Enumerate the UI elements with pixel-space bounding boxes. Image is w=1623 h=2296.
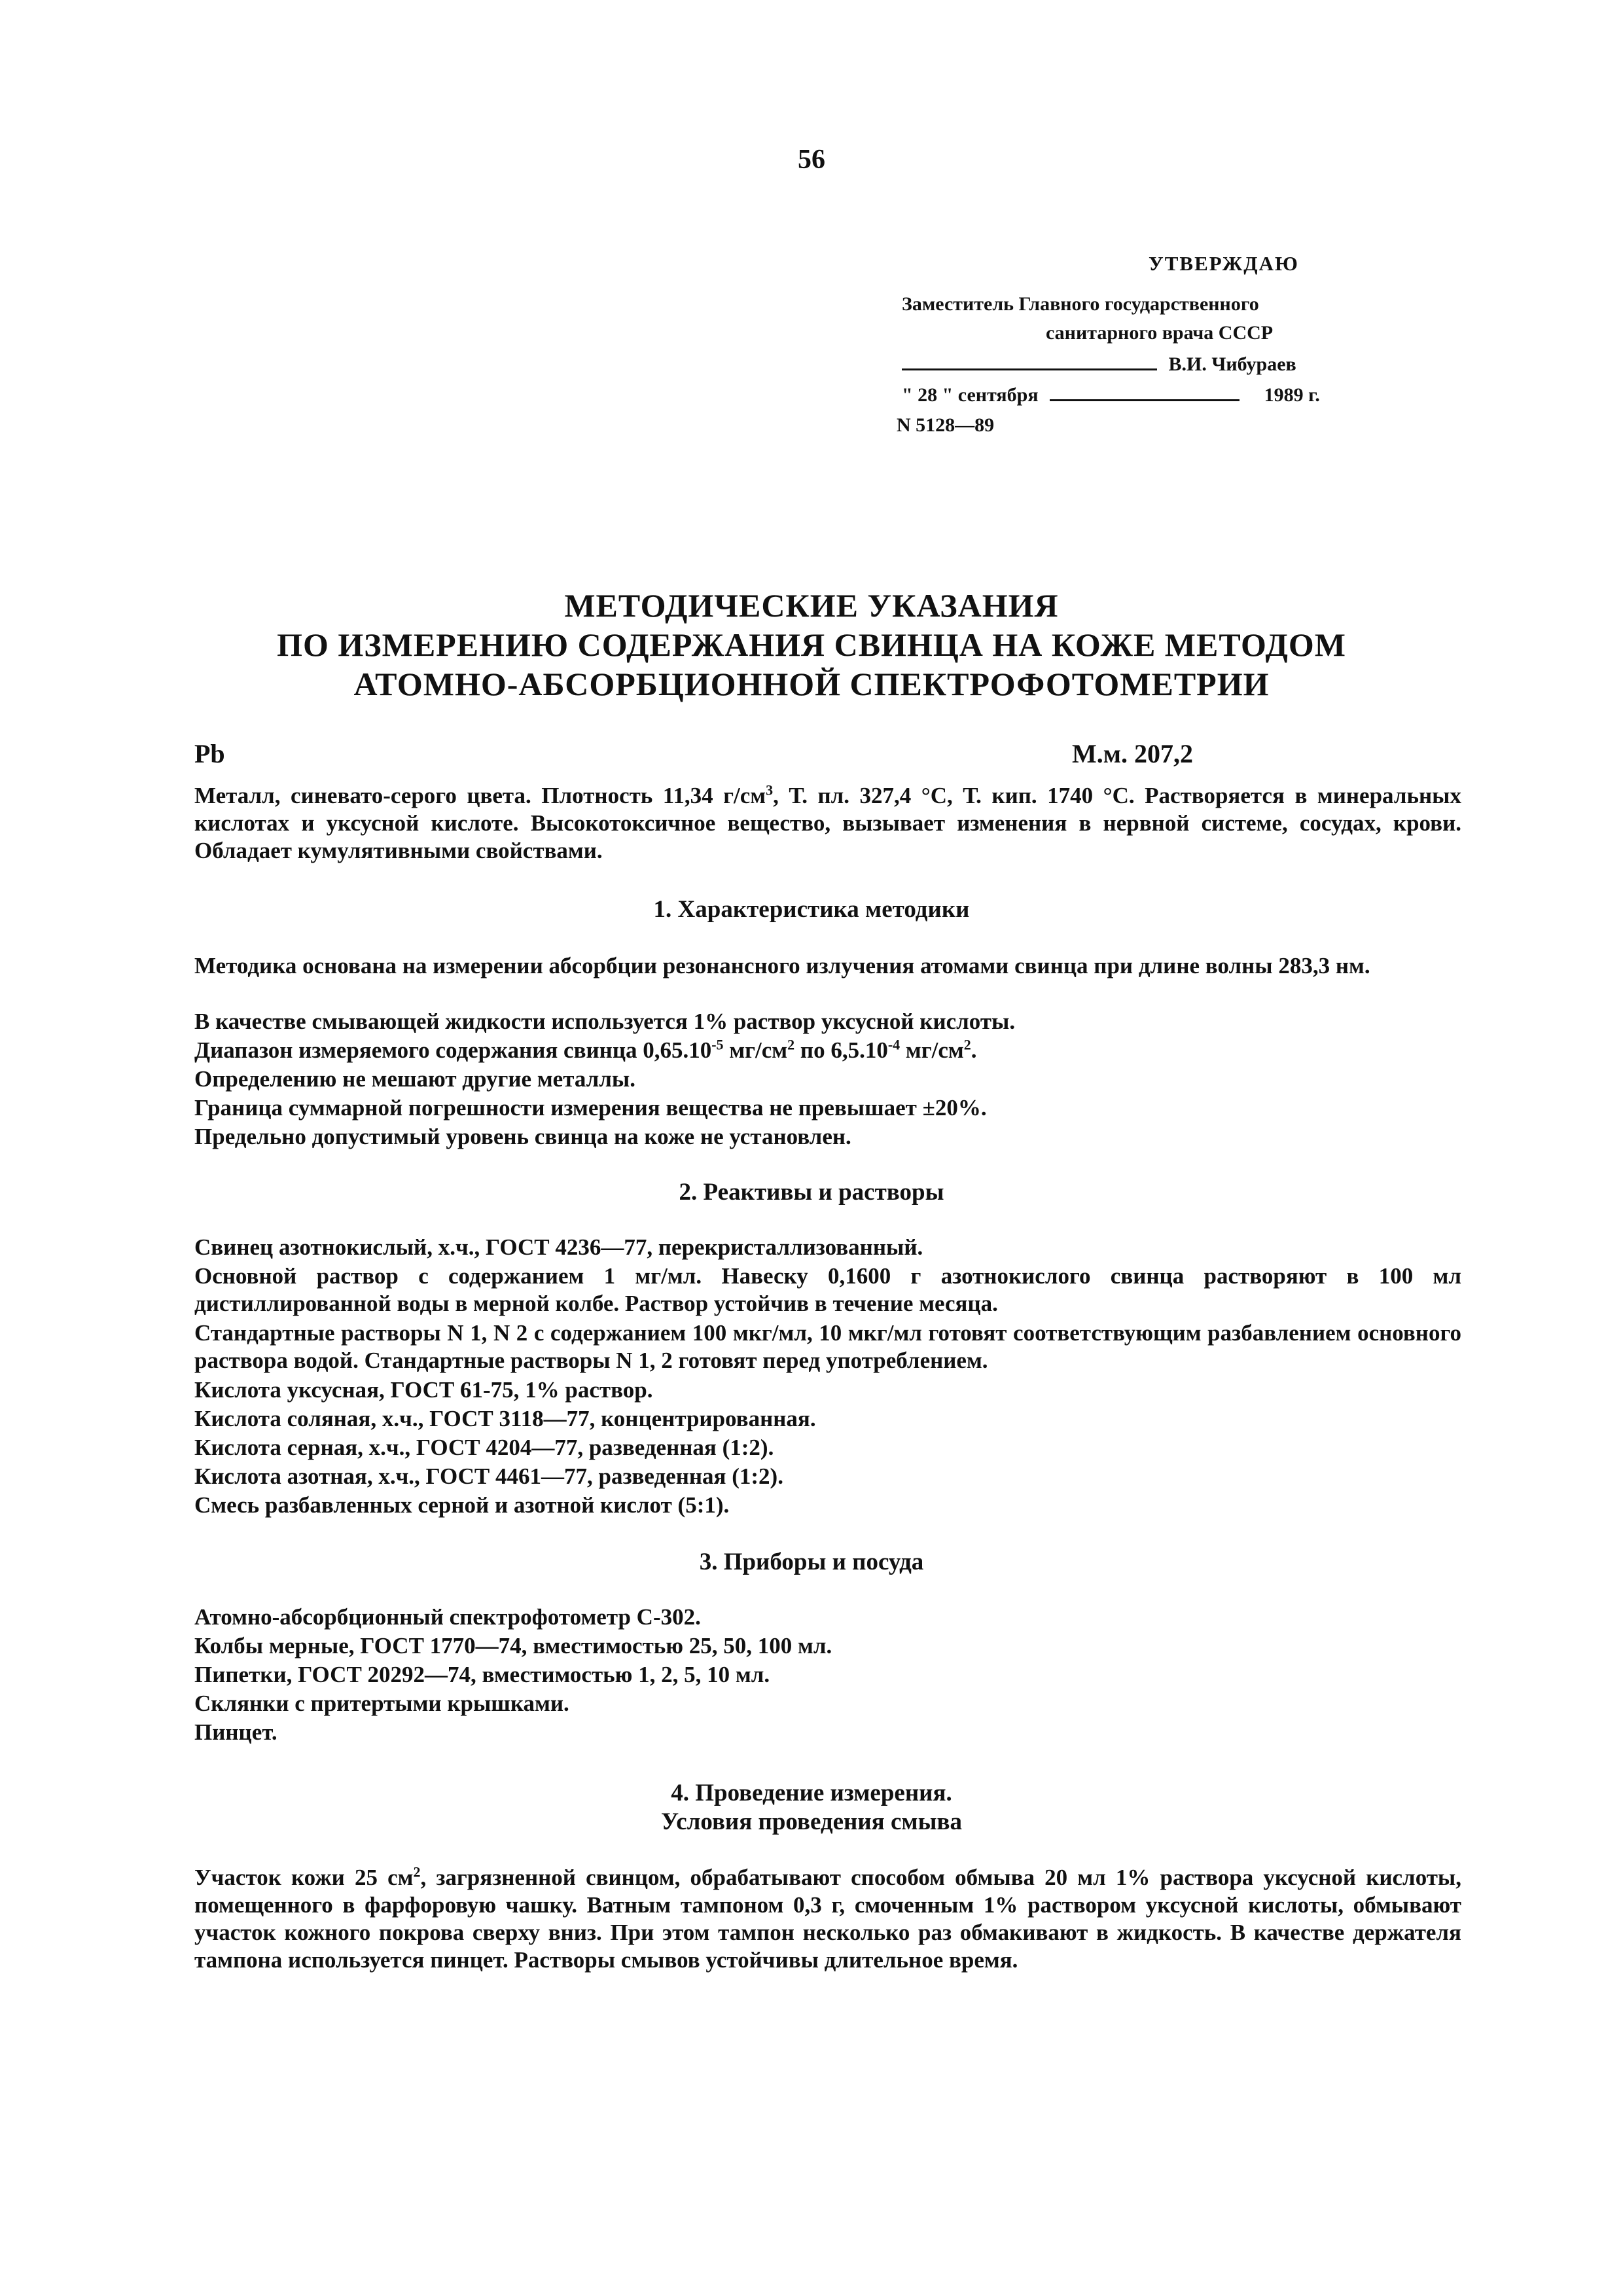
section2-line: Кислота азотная, х.ч., ГОСТ 4461—77, разведенная (1:2). <box>194 1463 783 1489</box>
chemical-symbol: Pb <box>194 739 225 768</box>
section3-line: Атомно-абсорбционный спектрофотометр С-302. <box>194 1604 701 1630</box>
section3-line: Пинцет. <box>194 1719 277 1745</box>
title-line3: АТОМНО-АБСОРБЦИОННОЙ СПЕКТРОФОТОМЕТРИИ <box>353 666 1270 702</box>
section4-text-a: Участок кожи 25 см <box>194 1865 414 1890</box>
section2-line: Смесь разбавленных серной и азотной кислот (5:1). <box>194 1492 730 1518</box>
document-title <box>131 586 1492 704</box>
range-text-a: Диапазон измеряемого содержания свинца 0,65.10 <box>194 1037 712 1063</box>
section4-paragraph <box>194 1864 1461 1974</box>
approval-date-day: " 28 " сентября <box>902 384 1039 406</box>
approval-name: В.И. Чибураев <box>1168 353 1296 375</box>
section2-paragraph: Основной раствор с содержанием 1 мг/мл. Навеску 0,1600 г азотнокислого свинца растворяют в 100 мл дистиллированной воды в мерной колбе. Раствор устойчив в течение месяца. <box>194 1263 1461 1316</box>
section4-heading-line2: Условия проведения смыва <box>661 1808 962 1835</box>
molar-mass: М.м. 207,2 <box>1072 739 1193 768</box>
section3-line: Колбы мерные, ГОСТ 1770—74, вместимостью 25, 50, 100 мл. <box>194 1633 832 1659</box>
section1-line: Предельно допустимый уровень свинца на коже не установлен. <box>194 1124 851 1149</box>
approval-number: N 5128—89 <box>897 414 995 436</box>
section2-line: Кислота серная, х.ч., ГОСТ 4204—77, разведенная (1:2). <box>194 1435 774 1460</box>
description-text-b: , Т. пл. 327,4 °С, Т. кип. 1740 °С. Растворяется в минеральных кислотах и уксусной кислоте. Высокотоксичное вещество, вызывает изменения в нервной системе, сосудах, крови. Обладает кумулятивными свойствами. <box>194 783 1461 863</box>
range-text-e: . <box>971 1037 977 1063</box>
range-sup1: -5 <box>711 1036 724 1053</box>
section2-heading: 2. Реактивы и растворы <box>679 1179 944 1206</box>
range-sup4: 2 <box>963 1036 971 1053</box>
description-text-a: Металл, синевато-серого цвета. Плотность 11,34 г/см <box>194 783 766 808</box>
section2-paragraph: Стандартные растворы N 1, N 2 с содержанием 100 мкг/мл, 10 мкг/мл готовят соответствующим разбавлением основного раствора водой. Стандартные растворы N 1, 2 готовят перед употреблением. <box>194 1320 1461 1373</box>
page-number: 56 <box>798 145 825 175</box>
approval-date-line <box>902 384 1320 406</box>
section1-line: В качестве смывающей жидкости используется 1% раствор уксусной кислоты. <box>194 1009 1016 1034</box>
approval-position-line2: санитарного врача СССР <box>1046 322 1274 344</box>
title-line2: ПО ИЗМЕРЕНИЮ СОДЕРЖАНИЯ СВИНЦА НА КОЖЕ МЕТОДОМ <box>277 626 1346 663</box>
approval-signature-line <box>902 353 1296 376</box>
title-line1: МЕТОДИЧЕСКИЕ УКАЗАНИЯ <box>564 587 1059 624</box>
approval-position-line1: Заместитель Главного государственного <box>902 293 1259 315</box>
section2-line: Кислота соляная, х.ч., ГОСТ 3118—77, концентрированная. <box>194 1406 816 1431</box>
section1-line: Граница суммарной погрешности измерения вещества не превышает ±20%. <box>194 1095 987 1121</box>
approval-title: УТВЕРЖДАЮ <box>1149 252 1299 275</box>
range-text-b: мг/см <box>723 1037 788 1063</box>
substance-description <box>194 782 1461 865</box>
date-blank <box>1050 398 1240 401</box>
section4-sup: 2 <box>413 1863 421 1880</box>
section3-line: Пипетки, ГОСТ 20292—74, вместимостью 1, 2, 5, 10 мл. <box>194 1662 770 1687</box>
section1-heading: 1. Характеристика методики <box>653 896 970 923</box>
range-text-c: по 6,5.10 <box>794 1037 888 1063</box>
range-sup2: 2 <box>787 1036 795 1053</box>
section1-range-line <box>194 1037 1461 1064</box>
section2-line: Свинец азотнокислый, х.ч., ГОСТ 4236—77, перекристаллизованный. <box>194 1234 923 1260</box>
section3-heading: 3. Приборы и посуда <box>699 1549 924 1575</box>
approval-date-year: 1989 г. <box>1264 384 1320 406</box>
signature-blank <box>902 367 1157 370</box>
section4-heading-line1: 4. Проведение измерения. <box>671 1780 952 1806</box>
section4-text-b: , загрязненной свинцом, обрабатывают способом обмыва 20 мл 1% раствора уксусной кислоты, помещенного в фарфоровую чашку. Ватным тампоном 0,3 г, смоченным 1% раствором уксусной кислоты, обмывают участок кожного покрова сверху вниз. При этом тампон несколько раз обмакивают в жидкость. В качестве держателя тампона используется пинцет. Растворы смывов устойчивы длительное время. <box>194 1865 1462 1973</box>
range-sup3: -4 <box>887 1036 901 1053</box>
description-sup: 3 <box>766 781 774 798</box>
section2-line: Кислота уксусная, ГОСТ 61-75, 1% раствор. <box>194 1377 653 1403</box>
section1-line: Определению не мешают другие металлы. <box>194 1066 635 1092</box>
section3-line: Склянки с притертыми крышками. <box>194 1691 569 1716</box>
range-text-d: мг/см <box>900 1037 964 1063</box>
section1-paragraph: Методика основана на измерении абсорбции резонансного излучения атомами свинца при длине волны 283,3 нм. <box>194 953 1370 978</box>
